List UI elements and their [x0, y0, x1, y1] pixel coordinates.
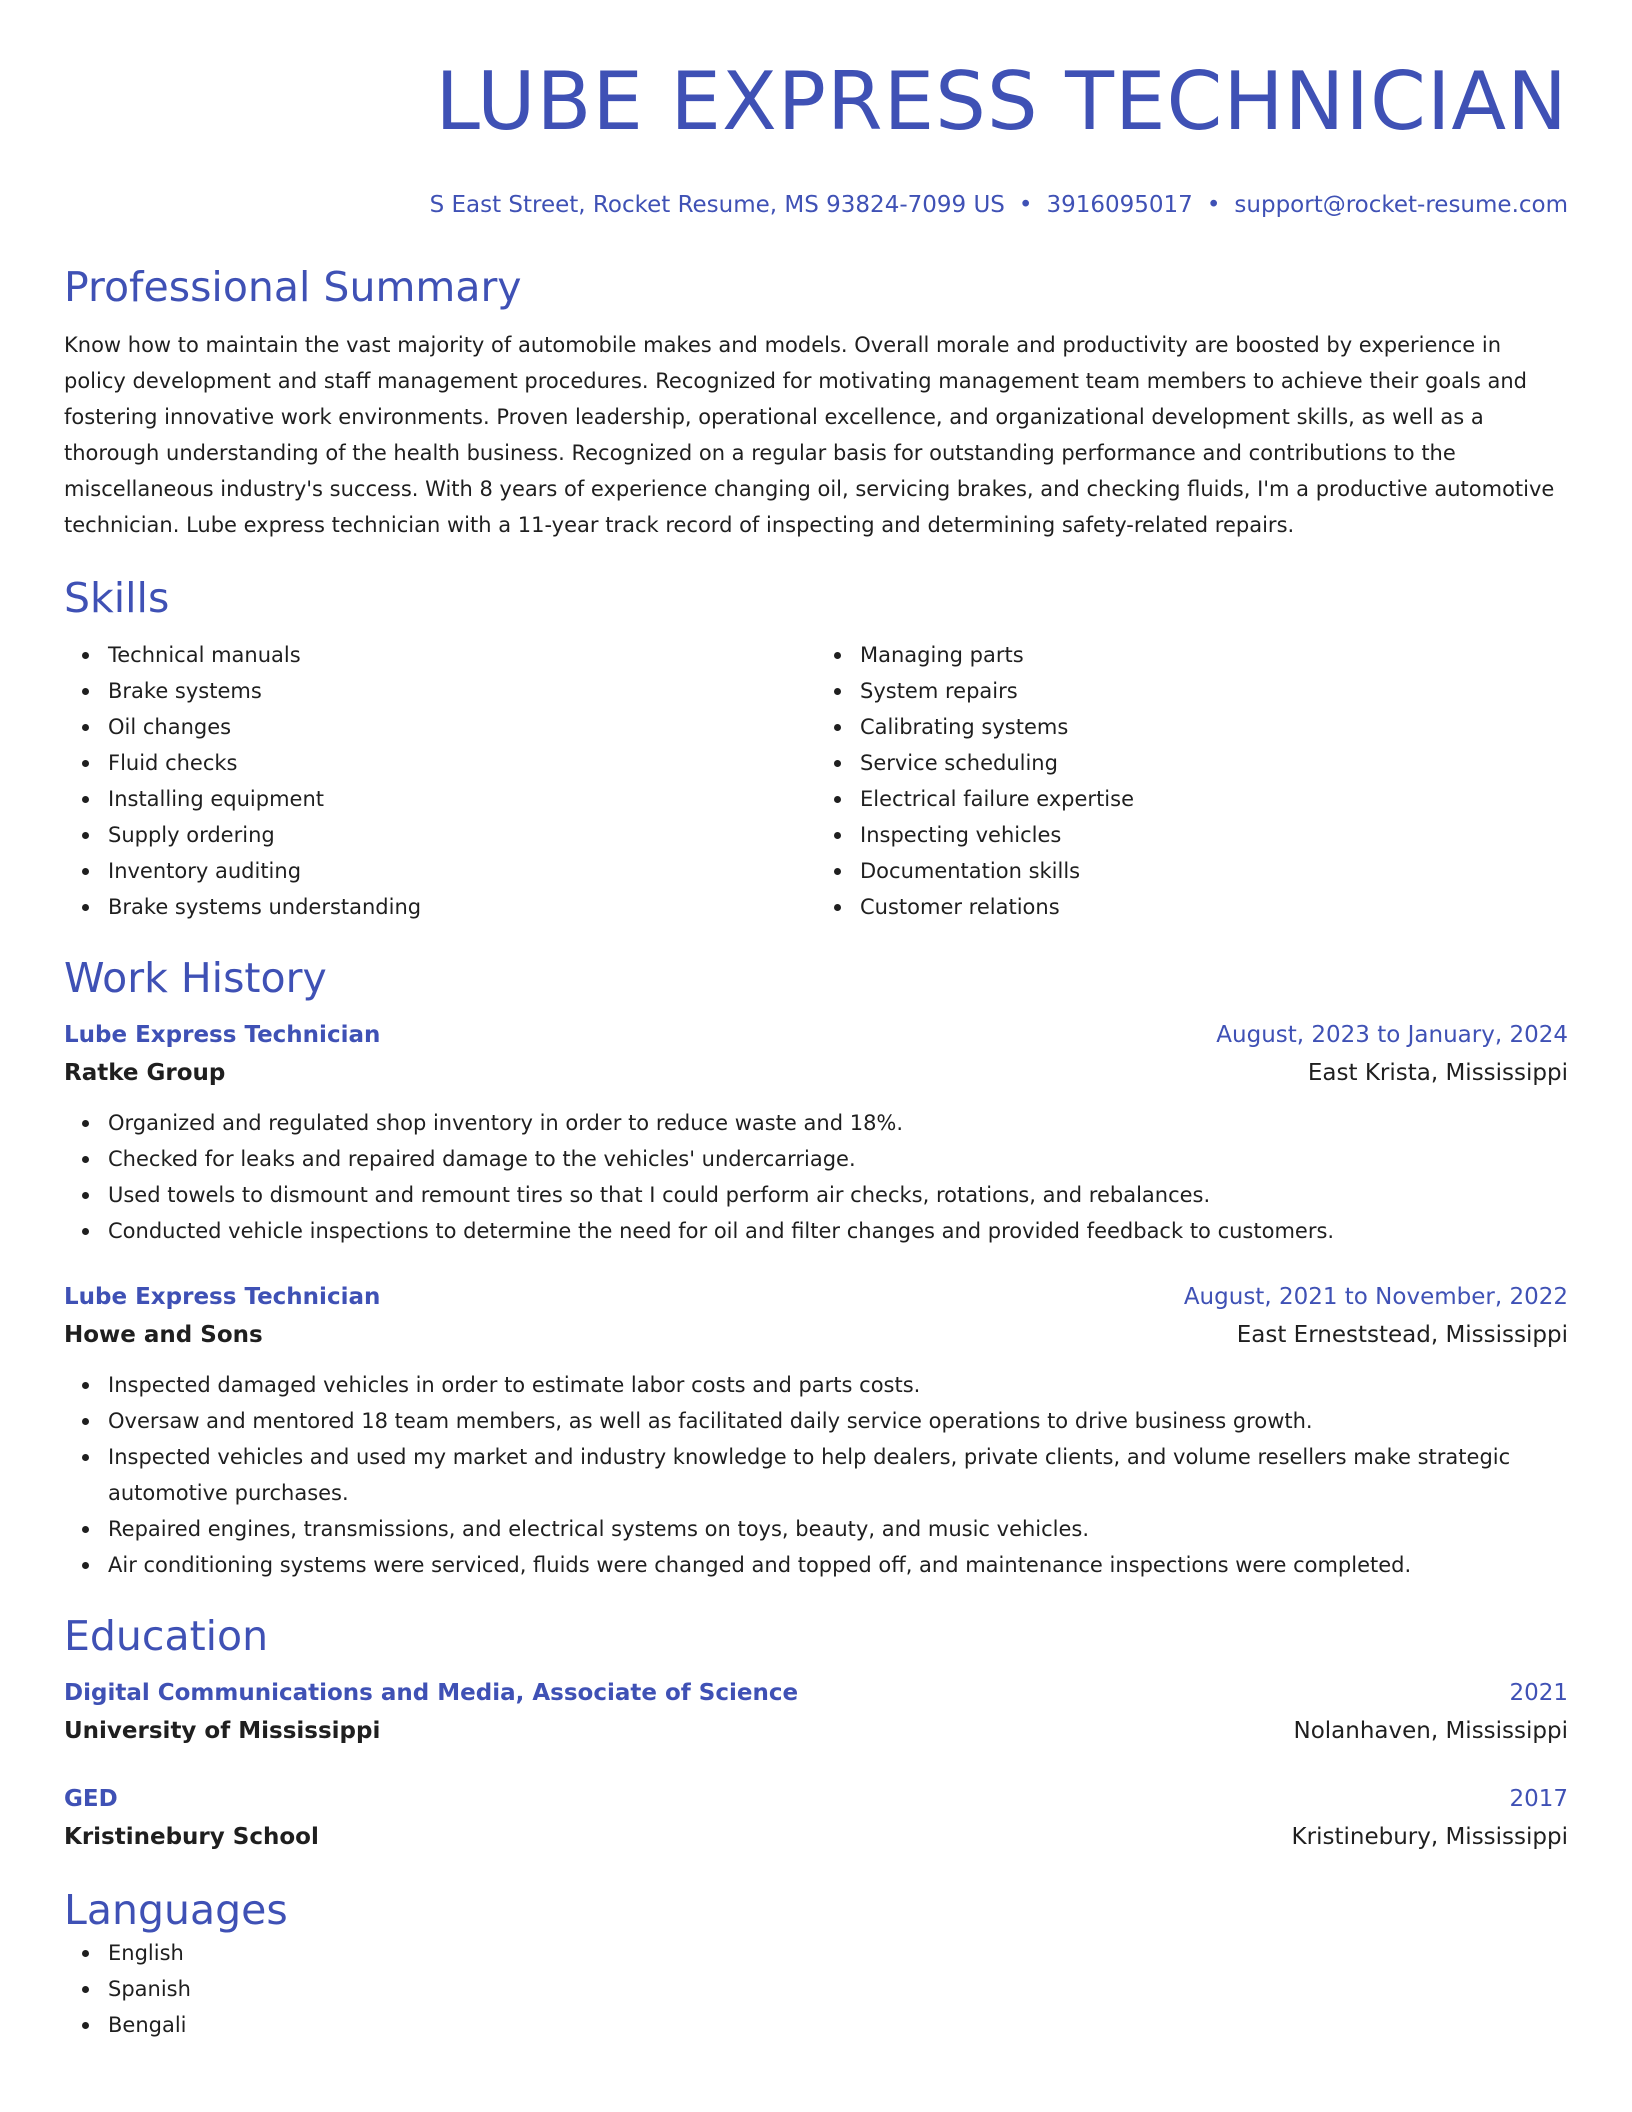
job-bullets — [64, 1105, 1568, 1249]
contact-line — [64, 190, 1568, 220]
education-heading: Education — [64, 1612, 269, 1660]
skill-item: Customer relations — [860, 889, 1568, 925]
education-location: Nolanhaven, Mississippi — [1293, 1718, 1568, 1744]
skill-item: System repairs — [860, 673, 1568, 709]
contact-email: support@rocket-resume.com — [1234, 192, 1568, 218]
job-bullet: Used towels to dismount and remount tires so that I could perform air checks, rotations, and rebalances. — [108, 1177, 1568, 1213]
job-company: Ratke Group — [64, 1060, 226, 1086]
job-dates: August, 2023 to January, 2024 — [1216, 1022, 1568, 1048]
contact-separator: • — [1018, 192, 1033, 218]
job-bullets — [64, 1367, 1568, 1583]
skill-item: Technical manuals — [108, 637, 816, 673]
job-bullet: Oversaw and mentored 18 team members, as well as facilitated daily service operations to drive business growth. — [108, 1403, 1568, 1439]
education-school: Kristinebury School — [64, 1824, 319, 1850]
job-entry — [64, 1017, 1568, 1249]
skill-item: Fluid checks — [108, 745, 816, 781]
education-school-row — [64, 1711, 1568, 1751]
education-degree: GED — [64, 1786, 118, 1812]
skill-item: Brake systems — [108, 673, 816, 709]
languages-list — [64, 1935, 1568, 2043]
job-company: Howe and Sons — [64, 1322, 263, 1348]
education-header-row — [64, 1781, 1568, 1817]
job-bullet: Conducted vehicle inspections to determine the need for oil and filter changes and provided feedback to customers. — [108, 1213, 1568, 1249]
skills-list-right — [816, 637, 1568, 925]
skills-list-left — [64, 637, 816, 925]
job-location: East Erneststead, Mississippi — [1236, 1322, 1568, 1348]
resume-name: LUBE EXPRESS TECHNICIAN — [435, 55, 1568, 148]
job-entry — [64, 1279, 1568, 1583]
education-year: 2017 — [1509, 1786, 1568, 1812]
job-bullet: Organized and regulated shop inventory in order to reduce waste and 18%. — [108, 1105, 1568, 1141]
job-bullet: Repaired engines, transmissions, and electrical systems on toys, beauty, and music vehicles. — [108, 1511, 1568, 1547]
skill-item: Supply ordering — [108, 817, 816, 853]
job-bullet: Air conditioning systems were serviced, fluids were changed and topped off, and maintenance inspections were completed. — [108, 1547, 1568, 1583]
education-entry — [64, 1781, 1568, 1857]
job-location: East Krista, Mississippi — [1307, 1060, 1568, 1086]
skill-item: Inspecting vehicles — [860, 817, 1568, 853]
skill-item: Oil changes — [108, 709, 816, 745]
job-dates: August, 2021 to November, 2022 — [1183, 1284, 1568, 1310]
languages-heading: Languages — [64, 1886, 288, 1934]
skill-item: Calibrating systems — [860, 709, 1568, 745]
work-history-heading: Work History — [64, 954, 327, 1002]
skill-item: Service scheduling — [860, 745, 1568, 781]
summary-text: Know how to maintain the vast majority of automobile makes and models. Overall morale and productivity are boosted by experience in policy development and staff management procedures. Recognized for motivating management team members to achieve their goals and fostering innovative work environments. Proven leadership, operational excellence, and organizational development skills, as well as a thorough understanding of the health business. Recognized on a regular basis for outstanding performance and contributions to the miscellaneous industry's success. With 8 years of experience changing oil, servicing brakes, and checking fluids, I'm a productive automotive technician. Lube express technician with a 11-year track record of inspecting and determining safety-related repairs. — [64, 333, 1555, 537]
job-company-row — [64, 1053, 1568, 1093]
skill-item: Electrical failure expertise — [860, 781, 1568, 817]
job-bullet: Inspected vehicles and used my market and industry knowledge to help dealers, private clients, and volume resellers make strategic automotive purchases. — [108, 1439, 1568, 1511]
education-degree: Digital Communications and Media, Associate of Science — [64, 1680, 799, 1706]
education-school: University of Mississippi — [64, 1718, 381, 1744]
education-location: Kristinebury, Mississippi — [1291, 1824, 1568, 1850]
summary-heading: Professional Summary — [64, 263, 522, 311]
contact-address: S East Street, Rocket Resume, MS 93824-7099 US — [429, 192, 1005, 218]
skill-item: Installing equipment — [108, 781, 816, 817]
job-title: Lube Express Technician — [64, 1284, 381, 1310]
job-header-row — [64, 1017, 1568, 1053]
language-item: Bengali — [108, 2007, 1568, 2043]
language-item: Spanish — [108, 1971, 1568, 2007]
skills-columns — [64, 637, 1568, 925]
skill-item: Brake systems understanding — [108, 889, 816, 925]
contact-separator: • — [1206, 192, 1221, 218]
job-company-row — [64, 1315, 1568, 1355]
skills-heading: Skills — [64, 574, 170, 622]
education-entry — [64, 1675, 1568, 1751]
skill-item: Inventory auditing — [108, 853, 816, 889]
job-header-row — [64, 1279, 1568, 1315]
contact-phone: 3916095017 — [1046, 192, 1193, 218]
job-title: Lube Express Technician — [64, 1022, 381, 1048]
education-header-row — [64, 1675, 1568, 1711]
skill-item: Managing parts — [860, 637, 1568, 673]
language-item: English — [108, 1935, 1568, 1971]
education-year: 2021 — [1509, 1680, 1568, 1706]
education-school-row — [64, 1817, 1568, 1857]
job-bullet: Inspected damaged vehicles in order to estimate labor costs and parts costs. — [108, 1367, 1568, 1403]
job-bullet: Checked for leaks and repaired damage to the vehicles' undercarriage. — [108, 1141, 1568, 1177]
skill-item: Documentation skills — [860, 853, 1568, 889]
